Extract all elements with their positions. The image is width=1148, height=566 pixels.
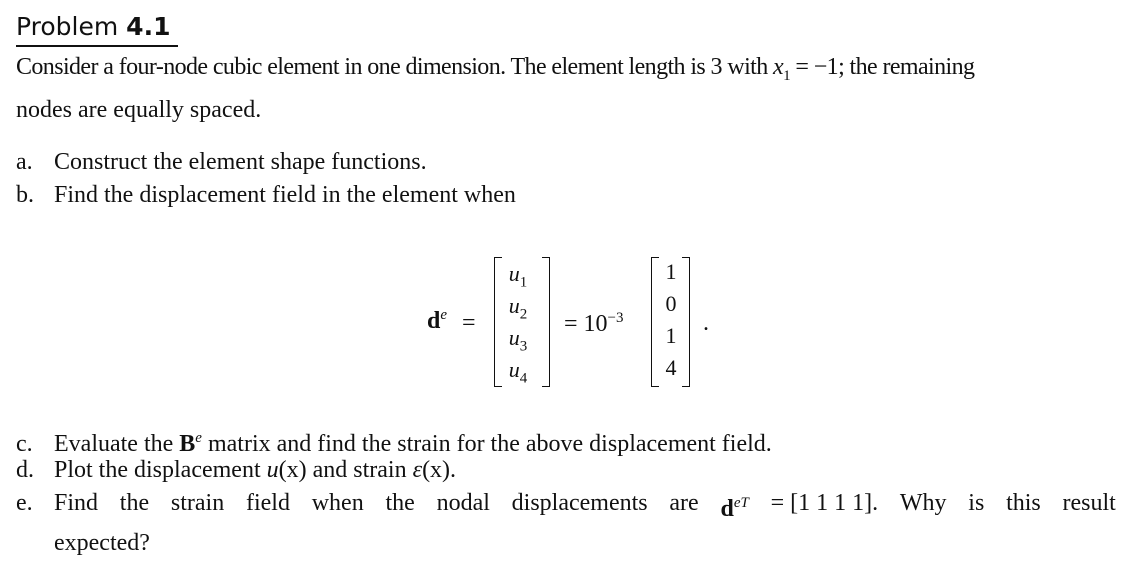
- word: when: [311, 490, 364, 516]
- item-c-text-pre: Evaluate the: [54, 431, 180, 457]
- u-sub-3: 3: [519, 338, 528, 355]
- word: the: [385, 490, 415, 516]
- equation-period: .: [703, 310, 709, 336]
- value-cell-4: 4: [665, 355, 677, 380]
- u-vector-cell-2: [498, 293, 538, 323]
- scale-factor: [564, 310, 624, 338]
- item-b-label: b.: [16, 182, 34, 208]
- item-d: [16, 453, 456, 487]
- u-sub-1: 1: [519, 274, 528, 291]
- title-underline: [16, 45, 178, 47]
- item-a-text: Construct the element shape functions.: [54, 149, 427, 175]
- b-superscript: e: [195, 430, 202, 446]
- problem-heading: [16, 10, 178, 47]
- d-bold: d: [720, 496, 734, 522]
- value-cell-3: 1: [665, 323, 677, 348]
- item-b: [16, 178, 516, 212]
- u-vector-cell-4: [498, 357, 538, 387]
- d-eT-symbol: [720, 486, 748, 526]
- displacement-equation: [0, 255, 1148, 395]
- word: is: [968, 490, 985, 516]
- item-e: [16, 486, 1116, 560]
- word: Find: [54, 490, 99, 516]
- word: Why: [899, 490, 947, 516]
- d-e-vector: [427, 307, 447, 335]
- u-vector-cell-3: [498, 325, 538, 355]
- item-a: [16, 145, 427, 179]
- word: the: [119, 490, 150, 516]
- u-var: u: [508, 293, 520, 318]
- word: this: [1006, 490, 1041, 516]
- item-d-text-pre: Plot the displacement: [54, 457, 267, 483]
- exponent: −3: [607, 310, 624, 326]
- x1-variable: x: [773, 54, 784, 80]
- word: are: [669, 490, 699, 516]
- equals-ten: = 10: [564, 311, 608, 337]
- item-e-line-1: [54, 486, 1116, 526]
- intro-text: Consider a four-node cubic element in one dimension. The element length is 3 with: [16, 54, 768, 80]
- u-vector-right-bracket: [542, 257, 550, 387]
- u-symbol: u: [266, 457, 279, 483]
- problem-number: 4.1: [126, 12, 171, 41]
- item-e-label: e.: [16, 490, 33, 516]
- u-var: u: [508, 261, 520, 286]
- item-c-text-post: matrix and find the strain for the above displacement field.: [201, 431, 772, 457]
- u-arg: (x): [278, 457, 307, 483]
- item-d-text-mid: and strain: [306, 457, 413, 483]
- epsilon-symbol: ε: [412, 457, 423, 483]
- intro-line-1: [16, 50, 1126, 93]
- word: result: [1062, 490, 1116, 516]
- x1-value: = −1; the remaining: [795, 54, 975, 80]
- value-cell-2: 0: [665, 291, 677, 316]
- equals-sign-1: =: [462, 310, 476, 336]
- u-var: u: [508, 325, 520, 350]
- value-cell-1: 1: [665, 259, 677, 284]
- x1-subscript: 1: [783, 67, 790, 84]
- d-eT-superscript: eT: [733, 495, 749, 511]
- unit-vector: = [1 1 1 1].: [770, 490, 879, 516]
- u-sub-4: 4: [519, 370, 528, 387]
- problem-statement: [16, 50, 1126, 127]
- u-sub-2: 2: [519, 306, 528, 323]
- b-matrix-symbol: B: [179, 431, 196, 457]
- word: nodal: [436, 490, 490, 516]
- item-c-label: c.: [16, 431, 33, 457]
- problem-title: [16, 10, 178, 44]
- problem-label: Problem: [16, 12, 119, 41]
- item-a-label: a.: [16, 149, 33, 175]
- item-d-label: d.: [16, 457, 34, 483]
- word: displacements: [511, 490, 648, 516]
- d-superscript: e: [440, 307, 448, 323]
- word: strain: [170, 490, 225, 516]
- intro-line-2: nodes are equally spaced.: [16, 96, 262, 123]
- item-e-line-2: expected?: [54, 530, 150, 556]
- u-var: u: [508, 357, 520, 382]
- value-vector-right-bracket: [682, 257, 690, 387]
- item-b-text: Find the displacement field in the element when: [54, 182, 516, 208]
- d-symbol: d: [427, 308, 441, 334]
- u-vector-cell-1: [498, 261, 538, 291]
- word: field: [245, 490, 290, 516]
- epsilon-arg: (x).: [422, 457, 457, 483]
